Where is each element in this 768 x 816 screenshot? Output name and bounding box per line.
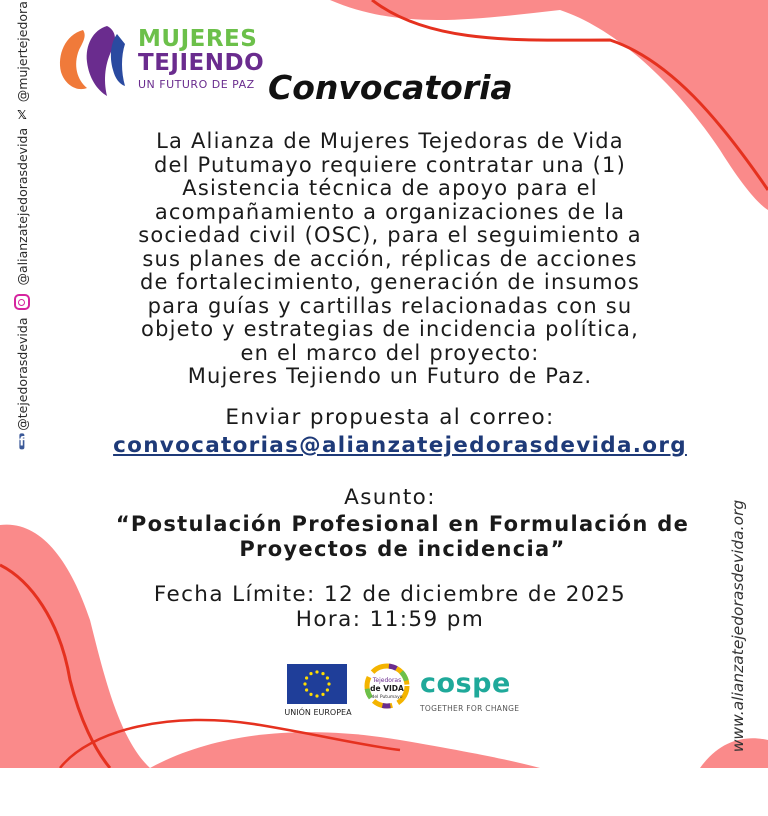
body-line: del Putumayo requiere contratar una (1) bbox=[154, 152, 626, 177]
eu-stars-icon bbox=[287, 664, 347, 704]
body-line: Asistencia técnica de apoyo para el bbox=[182, 176, 598, 200]
body-line: para guías y cartillas relacionadas con su bbox=[147, 293, 633, 318]
logo-text-tagline: UN FUTURO DE PAZ bbox=[138, 78, 255, 91]
logo-text-mujeres: MUJERES bbox=[138, 26, 258, 52]
body-line: sociedad civil (OSC), para el seguimiento a bbox=[138, 223, 642, 247]
body-line: objeto y estrategias de incidencia política, bbox=[141, 317, 639, 341]
logo-face-orange bbox=[60, 30, 87, 89]
logo-text-tejiendo: TEJIENDO bbox=[138, 50, 265, 76]
logo-face-blue bbox=[111, 34, 125, 86]
logo-face-purple bbox=[87, 26, 115, 96]
x-handle[interactable]: @mujertejedora bbox=[14, 1, 30, 103]
website-vertical[interactable]: www.alianzatejedorasdevida.org bbox=[729, 499, 747, 753]
deadline-date: Fecha Límite: 12 de diciembre de 2025 bbox=[153, 582, 627, 607]
tejedoras-text-2: de VIDA bbox=[370, 684, 404, 693]
deadline-time: Hora: 11:59 pm bbox=[295, 607, 485, 632]
asunto-line-2: Proyectos de incidencia” bbox=[239, 537, 566, 561]
body-line: sus planes de acción, réplicas de acciones bbox=[142, 246, 638, 271]
body-paragraph bbox=[95, 130, 685, 389]
tejedoras-text-1: Tejedoras bbox=[372, 677, 402, 684]
body-line: Mujeres Tejiendo un Futuro de Paz. bbox=[187, 364, 593, 388]
x-icon: 𝕏 bbox=[17, 108, 27, 123]
instagram-icon bbox=[14, 294, 30, 310]
asunto-label: Asunto: bbox=[344, 485, 436, 510]
email-link[interactable]: convocatorias@alianzatejedorasdevida.org bbox=[113, 433, 687, 458]
body-line: de fortalecimiento, generación de insumos bbox=[140, 270, 640, 294]
cospe-tagline: TOGETHER FOR CHANGE bbox=[420, 704, 520, 713]
asunto-line-1: “Postulación Profesional en Formulación de bbox=[115, 512, 690, 536]
eu-flag-logo bbox=[287, 664, 347, 704]
asunto-subject bbox=[100, 512, 705, 562]
facebook-icon: f bbox=[19, 434, 25, 449]
body-line: acompañamiento a organizaciones de la bbox=[154, 199, 626, 224]
cospe-logo-text: cospe bbox=[420, 668, 511, 699]
deadline-block bbox=[95, 582, 685, 632]
facebook-handle[interactable]: @tejedorasdevida bbox=[14, 317, 30, 431]
eu-label: UNIÓN EUROPEA bbox=[284, 708, 352, 717]
instagram-handle[interactable]: @alianzatejedorasdevida bbox=[14, 127, 30, 286]
tejedoras-text-3: del Putumayo bbox=[371, 695, 403, 700]
body-line: en el marco del proyecto: bbox=[240, 340, 540, 365]
tejedoras-de-vida-logo bbox=[362, 660, 412, 715]
body-line: La Alianza de Mujeres Tejedoras de Vida bbox=[156, 129, 624, 153]
page-title: Convocatoria bbox=[268, 68, 513, 107]
bottom-blob bbox=[150, 732, 540, 768]
email-label: Enviar propuesta al correo: bbox=[225, 405, 555, 430]
social-handles-vertical bbox=[10, 1, 34, 449]
